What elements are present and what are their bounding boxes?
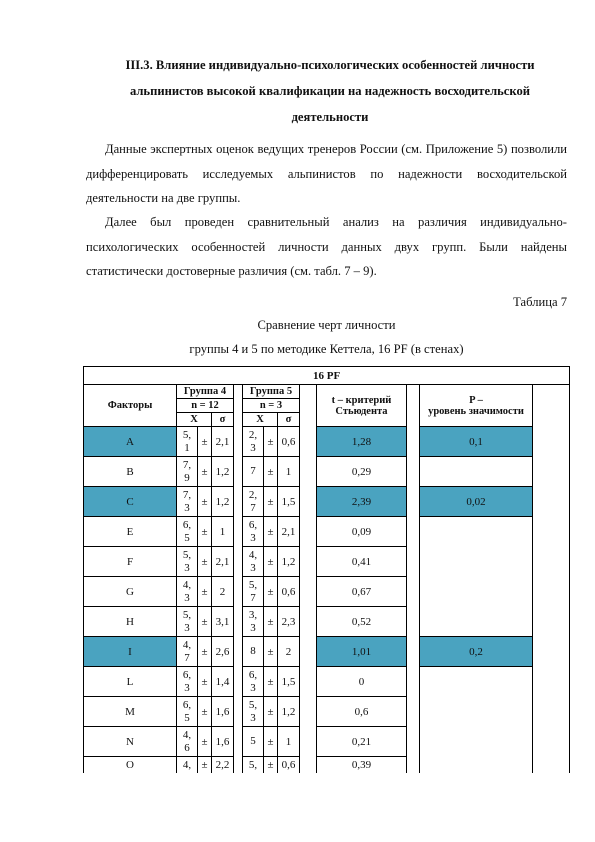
plus-minus-cell: ± <box>264 727 278 757</box>
group5-mean-cell: 4, 3 <box>243 547 264 577</box>
header-group5-sigma: σ <box>278 413 300 427</box>
plus-minus-cell: ± <box>264 547 278 577</box>
factor-cell: B <box>84 457 177 487</box>
gap-cell <box>234 637 243 667</box>
plus-minus-cell: ± <box>264 607 278 637</box>
gap-cell <box>300 487 317 517</box>
group5-mean-cell: 6, 3 <box>243 517 264 547</box>
table-row <box>84 607 570 637</box>
p-value-cell: 0,1 <box>420 427 533 457</box>
t-value-cell: 0,41 <box>317 547 407 577</box>
gap-cell <box>300 697 317 727</box>
group5-mean-cell: 5, 7 <box>243 577 264 607</box>
gap-cell <box>407 427 420 457</box>
gap-cell <box>234 697 243 727</box>
group4-mean-cell: 4, <box>177 757 198 774</box>
plus-minus-cell: ± <box>198 427 212 457</box>
plus-minus-cell: ± <box>198 487 212 517</box>
group5-mean-cell: 5, <box>243 757 264 774</box>
t-value-cell: 0,52 <box>317 607 407 637</box>
group5-sigma-cell: 0,6 <box>278 427 300 457</box>
gap-cell <box>300 637 317 667</box>
gap-cell <box>533 547 570 577</box>
gap-cell <box>234 457 243 487</box>
group4-mean-cell: 5, 3 <box>177 607 198 637</box>
gap-cell <box>300 517 317 547</box>
gap-cell <box>533 457 570 487</box>
group5-sigma-cell: 1,5 <box>278 667 300 697</box>
p-value-cell <box>420 517 533 547</box>
group5-mean-cell: 7 <box>243 457 264 487</box>
header-group4: Группа 4 <box>177 385 234 399</box>
plus-minus-cell: ± <box>198 697 212 727</box>
gap-cell <box>407 487 420 517</box>
plus-minus-cell: ± <box>198 727 212 757</box>
p-value-cell <box>420 727 533 757</box>
gap-cell <box>407 757 420 774</box>
table-caption-line-2: группы 4 и 5 по методике Кеттела, 16 PF (в стенах) <box>189 342 464 356</box>
t-value-cell: 0,09 <box>317 517 407 547</box>
section-heading <box>95 52 565 130</box>
header-group5: Группа 5 <box>243 385 300 399</box>
header-p-line-2: уровень значимости <box>428 405 524 417</box>
group4-sigma-cell: 1 <box>212 517 234 547</box>
factor-cell: N <box>84 727 177 757</box>
plus-minus-cell: ± <box>198 757 212 774</box>
table-caption-line-1: Сравнение черт личности <box>257 318 396 332</box>
p-value-cell <box>420 547 533 577</box>
paragraph-1: Данные экспертных оценок ведущих тренеров России (см. Приложение 5) позволили дифференцировать исследуемых альпинистов по надежности восходительской деятельности на две группы. <box>86 142 567 205</box>
group4-sigma-cell: 2,1 <box>212 547 234 577</box>
group4-sigma-cell: 1,6 <box>212 727 234 757</box>
gap-cell <box>300 427 317 457</box>
gap-cell <box>234 577 243 607</box>
group4-sigma-cell: 2,2 <box>212 757 234 774</box>
group4-sigma-cell: 1,6 <box>212 697 234 727</box>
group4-mean-cell: 6, 3 <box>177 667 198 697</box>
group5-sigma-cell: 2,3 <box>278 607 300 637</box>
gap-cell <box>533 607 570 637</box>
p-value-cell: 0,2 <box>420 637 533 667</box>
group5-sigma-cell: 1,5 <box>278 487 300 517</box>
gap-cell <box>533 637 570 667</box>
factor-cell: L <box>84 667 177 697</box>
group5-sigma-cell: 1 <box>278 727 300 757</box>
t-value-cell: 1,28 <box>317 427 407 457</box>
gap-cell <box>533 697 570 727</box>
t-value-cell: 1,01 <box>317 637 407 667</box>
t-value-cell: 0,39 <box>317 757 407 774</box>
gap-cell <box>234 427 243 457</box>
header-group5-x: X <box>243 413 278 427</box>
gap-cell <box>407 607 420 637</box>
table-row <box>84 427 570 457</box>
gap-cell <box>407 517 420 547</box>
group5-sigma-cell: 1 <box>278 457 300 487</box>
group4-sigma-cell: 2,6 <box>212 637 234 667</box>
gap-cell <box>533 517 570 547</box>
group4-sigma-cell: 1,4 <box>212 667 234 697</box>
header-gap <box>407 385 420 427</box>
plus-minus-cell: ± <box>264 637 278 667</box>
gap-cell <box>234 547 243 577</box>
p-value-cell <box>420 697 533 727</box>
table-row <box>84 637 570 667</box>
t-value-cell: 0,67 <box>317 577 407 607</box>
p-value-cell <box>420 577 533 607</box>
header-t <box>317 385 407 427</box>
group5-mean-cell: 6, 3 <box>243 667 264 697</box>
plus-minus-cell: ± <box>198 637 212 667</box>
gap-cell <box>407 667 420 697</box>
t-value-cell: 0,21 <box>317 727 407 757</box>
header-factors: Факторы <box>84 385 177 427</box>
heading-line-3: деятельности <box>291 110 369 124</box>
gap-cell <box>407 697 420 727</box>
group4-mean-cell: 4, 7 <box>177 637 198 667</box>
plus-minus-cell: ± <box>264 457 278 487</box>
gap-cell <box>300 667 317 697</box>
plus-minus-cell: ± <box>198 577 212 607</box>
gap-cell <box>533 427 570 457</box>
p-value-cell <box>420 757 533 774</box>
table-row <box>84 757 570 774</box>
gap-cell <box>234 757 243 774</box>
gap-cell <box>300 547 317 577</box>
header-t-line-2: Стьюдента <box>335 405 388 417</box>
group4-mean-cell: 6, 5 <box>177 697 198 727</box>
group4-sigma-cell: 2,1 <box>212 427 234 457</box>
group5-mean-cell: 5 <box>243 727 264 757</box>
header-group4-sigma: σ <box>212 413 234 427</box>
header-gap <box>234 385 243 427</box>
table-row <box>84 577 570 607</box>
t-value-cell: 0 <box>317 667 407 697</box>
plus-minus-cell: ± <box>264 517 278 547</box>
factor-cell: H <box>84 607 177 637</box>
group4-mean-cell: 5, 3 <box>177 547 198 577</box>
gap-cell <box>407 457 420 487</box>
header-group5-n: n = 3 <box>243 399 300 413</box>
p-value-cell <box>420 667 533 697</box>
gap-cell <box>300 727 317 757</box>
plus-minus-cell: ± <box>198 517 212 547</box>
gap-cell <box>234 607 243 637</box>
gap-cell <box>407 727 420 757</box>
group5-mean-cell: 2, 3 <box>243 427 264 457</box>
group5-mean-cell: 8 <box>243 637 264 667</box>
factor-cell: I <box>84 637 177 667</box>
group5-sigma-cell: 0,6 <box>278 577 300 607</box>
group5-sigma-cell: 1,2 <box>278 697 300 727</box>
gap-cell <box>300 607 317 637</box>
plus-minus-cell: ± <box>264 427 278 457</box>
plus-minus-cell: ± <box>264 697 278 727</box>
table-row <box>84 727 570 757</box>
group5-sigma-cell: 1,2 <box>278 547 300 577</box>
plus-minus-cell: ± <box>264 757 278 774</box>
header-t-line-1: t – критерий <box>331 394 392 406</box>
p-value-cell <box>420 457 533 487</box>
table-row <box>84 487 570 517</box>
header-gap <box>533 385 570 427</box>
group4-mean-cell: 7, 3 <box>177 487 198 517</box>
group5-sigma-cell: 2,1 <box>278 517 300 547</box>
factor-cell: O <box>84 757 177 774</box>
group5-sigma-cell: 0,6 <box>278 757 300 774</box>
plus-minus-cell: ± <box>264 667 278 697</box>
table-title: 16 PF <box>84 367 570 385</box>
table-label: Таблица 7 <box>513 295 567 309</box>
group5-mean-cell: 3, 3 <box>243 607 264 637</box>
group4-mean-cell: 4, 6 <box>177 727 198 757</box>
table-row <box>84 547 570 577</box>
gap-cell <box>300 577 317 607</box>
factor-cell: M <box>84 697 177 727</box>
gap-cell <box>533 577 570 607</box>
plus-minus-cell: ± <box>198 607 212 637</box>
t-value-cell: 0,6 <box>317 697 407 727</box>
group5-sigma-cell: 2 <box>278 637 300 667</box>
factor-cell: G <box>84 577 177 607</box>
t-value-cell: 2,39 <box>317 487 407 517</box>
heading-line-2: альпинистов высокой квалификации на надежность восходительской <box>129 84 531 98</box>
group4-sigma-cell: 1,2 <box>212 487 234 517</box>
plus-minus-cell: ± <box>198 457 212 487</box>
plus-minus-cell: ± <box>264 487 278 517</box>
gap-cell <box>234 517 243 547</box>
group4-sigma-cell: 3,1 <box>212 607 234 637</box>
header-p-line-1: P – <box>469 394 483 406</box>
gap-cell <box>407 547 420 577</box>
factor-cell: C <box>84 487 177 517</box>
group4-mean-cell: 4, 3 <box>177 577 198 607</box>
gap-cell <box>300 757 317 774</box>
group5-mean-cell: 5, 3 <box>243 697 264 727</box>
p-value-cell <box>420 607 533 637</box>
group4-sigma-cell: 1,2 <box>212 457 234 487</box>
gap-cell <box>234 487 243 517</box>
group5-mean-cell: 2, 7 <box>243 487 264 517</box>
gap-cell <box>533 757 570 774</box>
plus-minus-cell: ± <box>198 547 212 577</box>
results-table <box>83 366 570 773</box>
gap-cell <box>533 487 570 517</box>
gap-cell <box>407 637 420 667</box>
header-p <box>420 385 533 427</box>
paragraph-2: Далее был проведен сравнительный анализ на различия индивидуально-психологических особенностей личности данных двух групп. Были найдены статистически достоверные различия (см. табл. 7 – 9). <box>86 215 567 278</box>
heading-line-1: III.3. Влияние индивидуально-психологических особенностей личности <box>125 58 535 72</box>
t-value-cell: 0,29 <box>317 457 407 487</box>
gap-cell <box>234 667 243 697</box>
header-group4-n: n = 12 <box>177 399 234 413</box>
header-gap <box>300 385 317 427</box>
table-row <box>84 457 570 487</box>
header-group4-x: X <box>177 413 212 427</box>
factor-cell: F <box>84 547 177 577</box>
gap-cell <box>300 457 317 487</box>
group4-mean-cell: 6, 5 <box>177 517 198 547</box>
table-row <box>84 697 570 727</box>
group4-mean-cell: 7, 9 <box>177 457 198 487</box>
gap-cell <box>234 727 243 757</box>
factor-cell: E <box>84 517 177 547</box>
plus-minus-cell: ± <box>198 667 212 697</box>
table-row <box>84 667 570 697</box>
group4-mean-cell: 5, 1 <box>177 427 198 457</box>
gap-cell <box>533 727 570 757</box>
plus-minus-cell: ± <box>264 577 278 607</box>
gap-cell <box>533 667 570 697</box>
p-value-cell: 0,02 <box>420 487 533 517</box>
table-row <box>84 517 570 547</box>
factor-cell: A <box>84 427 177 457</box>
gap-cell <box>407 577 420 607</box>
group4-sigma-cell: 2 <box>212 577 234 607</box>
